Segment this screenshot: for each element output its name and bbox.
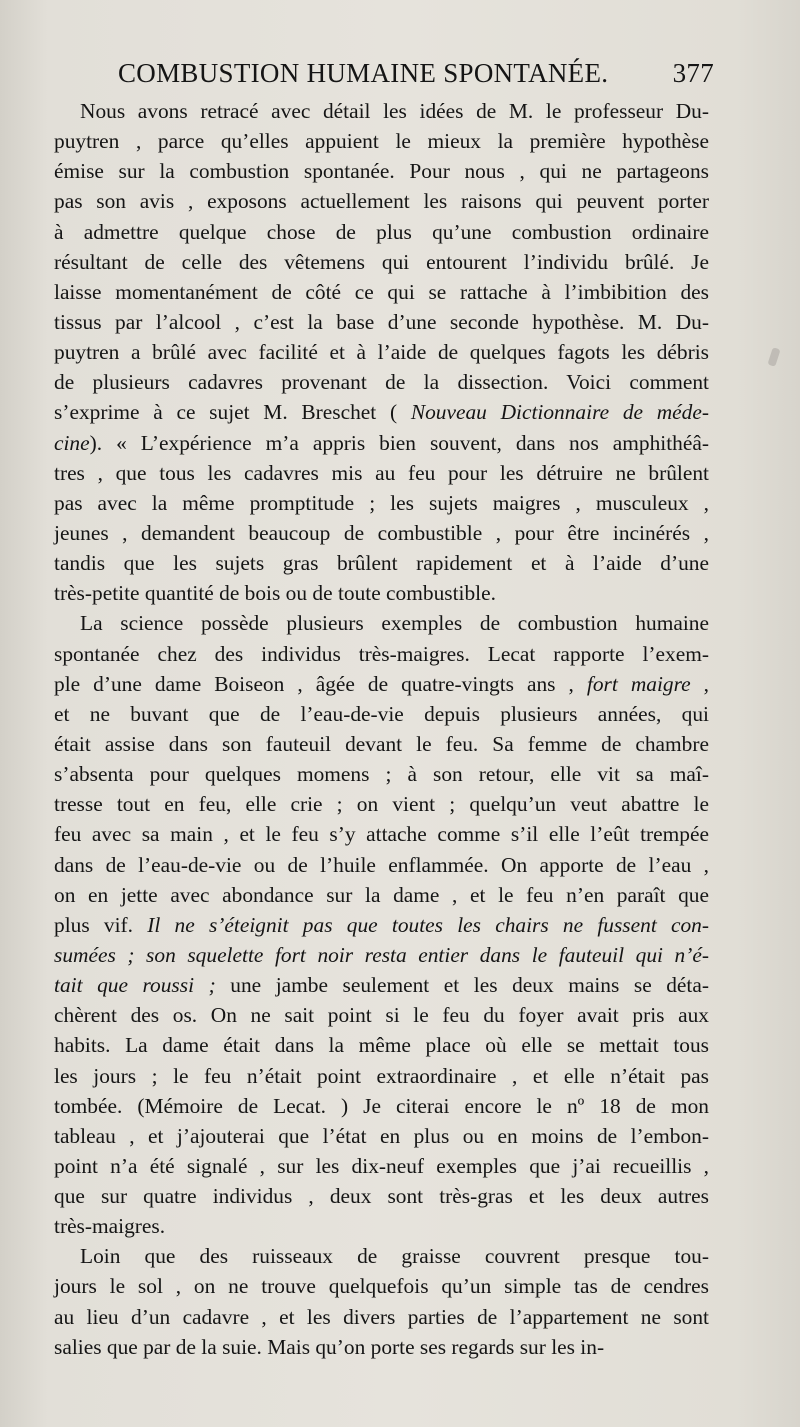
- text-line: [54, 337, 709, 367]
- text-line: [54, 940, 709, 970]
- text-segment: tombée. (Mémoire de Lecat. ) Je citerai encore le nº 18 de mon: [54, 1093, 709, 1118]
- text-segment: jeunes , demandent beaucoup de combustible , pour être incinérés ,: [54, 520, 709, 545]
- text-segment: puytren a brûlé avec facilité et à l’aide de quelques fagots les débris: [54, 340, 709, 365]
- text-line: [54, 1091, 709, 1121]
- text-line: [54, 548, 709, 578]
- text-line: [54, 639, 709, 669]
- italic-text-segment: sumées ; son squelette fort noir resta entier dans le fauteuil qui n’é-: [54, 942, 709, 967]
- text-segment: habits. La dame était dans la même place où elle se mettait tous: [54, 1033, 709, 1058]
- text-segment: ple d’une dame Boiseon , âgée de quatre-vingts ans ,: [54, 671, 587, 696]
- text-line: [54, 1000, 709, 1030]
- italic-text-segment: fort maigre: [586, 671, 691, 696]
- text-line: [54, 96, 709, 126]
- body-text: [54, 96, 709, 1362]
- text-segment: que sur quatre individus , deux sont très-gras et les deux autres: [54, 1184, 709, 1209]
- text-line: [54, 1151, 709, 1181]
- text-segment: était assise dans son fauteuil devant le feu. Sa femme de chambre: [54, 731, 709, 756]
- page-header: [118, 58, 714, 96]
- text-line: [54, 1121, 709, 1151]
- text-segment: au lieu d’un cadavre , et les divers parties de l’appartement ne sont: [54, 1304, 709, 1329]
- text-segment: pas son avis , exposons actuellement les raisons qui peuvent porter: [54, 189, 709, 214]
- text-line: [54, 669, 709, 699]
- text-segment: chèrent des os. On ne sait point si le feu du foyer avait pris aux: [54, 1003, 709, 1028]
- text-line: [54, 1211, 709, 1241]
- text-segment: on en jette avec abondance sur la dame , et le feu n’en paraît que: [54, 882, 709, 907]
- text-line: [54, 367, 709, 397]
- text-segment: Loin que des ruisseaux de graisse couvrent presque tou-: [80, 1244, 709, 1269]
- text-line: [54, 759, 709, 789]
- text-line: [54, 608, 709, 638]
- text-segment: à admettre quelque chose de plus qu’une combustion ordinaire: [54, 219, 709, 244]
- paragraph: [54, 608, 709, 1241]
- text-line: [54, 850, 709, 880]
- text-line: [54, 1302, 709, 1332]
- italic-text-segment: Nouveau Dictionnaire de méde-: [410, 400, 709, 425]
- text-segment: tableau , et j’ajouterai que l’état en plus ou en moins de l’embon-: [54, 1123, 709, 1148]
- text-segment: puytren , parce qu’elles appuient le mieux la première hypothèse: [54, 129, 709, 154]
- text-segment: spontanée chez des individus très-maigres. Lecat rapporte l’exem-: [54, 641, 709, 666]
- text-segment: pas avec la même promptitude ; les sujets maigres , musculeux ,: [54, 490, 709, 515]
- text-line: [54, 488, 709, 518]
- text-line: [54, 1271, 709, 1301]
- text-segment: résultant de celle des vêtemens qui entourent l’individu brûlé. Je: [54, 249, 709, 274]
- text-line: [54, 729, 709, 759]
- text-line: [54, 1061, 709, 1091]
- page-blemish: [767, 347, 780, 367]
- text-segment: tissus par l’alcool , c’est la base d’une seconde hypothèse. M. Du-: [54, 309, 709, 334]
- italic-text-segment: cine: [54, 430, 90, 455]
- text-line: [54, 217, 709, 247]
- text-segment: émise sur la combustion spontanée. Pour nous , qui ne partageons: [54, 159, 709, 184]
- text-line: [54, 247, 709, 277]
- text-line: [54, 307, 709, 337]
- text-segment: tandis que les sujets gras brûlent rapidement et à l’aide d’une: [54, 551, 709, 576]
- text-line: [54, 910, 709, 940]
- text-segment: salies que par de la suie. Mais qu’on porte ses regards sur les in-: [54, 1334, 605, 1359]
- text-line: [54, 1181, 709, 1211]
- italic-text-segment: tait que roussi ;: [54, 973, 216, 998]
- text-line: [54, 789, 709, 819]
- italic-text-segment: Il ne s’éteignit pas que toutes les chairs ne fussent con-: [147, 912, 709, 937]
- text-segment: une jambe seulement et les deux mains se déta-: [215, 973, 709, 998]
- text-line: [54, 126, 709, 156]
- text-line: [54, 1241, 709, 1271]
- text-segment: s’absenta pour quelques momens ; à son retour, elle vit sa maî-: [54, 762, 709, 787]
- text-line: [54, 1332, 709, 1362]
- text-segment: et ne buvant que de l’eau-de-vie depuis plusieurs années, qui: [54, 701, 709, 726]
- text-segment: les jours ; le feu n’était point extraordinaire , et elle n’était pas: [54, 1063, 709, 1088]
- text-line: [54, 397, 709, 427]
- text-segment: feu avec sa main , et le feu s’y attache comme s’il elle l’eût trempée: [54, 822, 709, 847]
- paragraph: [54, 1241, 709, 1362]
- text-line: [54, 186, 709, 216]
- text-line: [54, 1030, 709, 1060]
- text-segment: La science possède plusieurs exemples de combustion humaine: [80, 611, 709, 636]
- text-segment: jours le sol , on ne trouve quelquefois qu’un simple tas de cendres: [54, 1274, 709, 1299]
- text-segment: très-maigres.: [54, 1214, 166, 1239]
- text-line: [54, 458, 709, 488]
- text-line: [54, 819, 709, 849]
- text-segment: ). « L’expérience m’a appris bien souvent, dans nos amphithéâ-: [89, 430, 709, 455]
- text-segment: point n’a été signalé , sur les dix-neuf exemples que j’ai recueillis ,: [54, 1153, 709, 1178]
- text-segment: plus vif.: [54, 912, 148, 937]
- text-segment: de plusieurs cadavres provenant de la dissection. Voici comment: [54, 370, 709, 395]
- text-line: [54, 156, 709, 186]
- text-line: [54, 699, 709, 729]
- text-segment: Nous avons retracé avec détail les idées de M. le professeur Du-: [80, 99, 709, 123]
- text-line: [54, 428, 709, 458]
- text-segment: tresse tout en feu, elle crie ; on vient ; quelqu’un veut abattre le: [54, 792, 709, 817]
- paragraph: [54, 96, 709, 608]
- text-line: [54, 970, 709, 1000]
- text-segment: tres , que tous les cadavres mis au feu pour les détruire ne brûlent: [54, 460, 709, 485]
- text-segment: ,: [690, 671, 709, 696]
- text-line: [54, 277, 709, 307]
- running-title: COMBUSTION HUMAINE SPONTANÉE.: [118, 58, 609, 88]
- text-segment: s’exprime à ce sujet M. Breschet (: [54, 400, 411, 425]
- text-line: [54, 578, 709, 608]
- text-segment: laisse momentanément de côté ce qui se rattache à l’imbibition des: [54, 279, 709, 304]
- text-line: [54, 880, 709, 910]
- page-number: 377: [672, 58, 714, 88]
- text-segment: très-petite quantité de bois ou de toute combustible.: [54, 581, 496, 606]
- text-segment: dans de l’eau-de-vie ou de l’huile enflammée. On apporte de l’eau ,: [54, 852, 709, 877]
- text-line: [54, 518, 709, 548]
